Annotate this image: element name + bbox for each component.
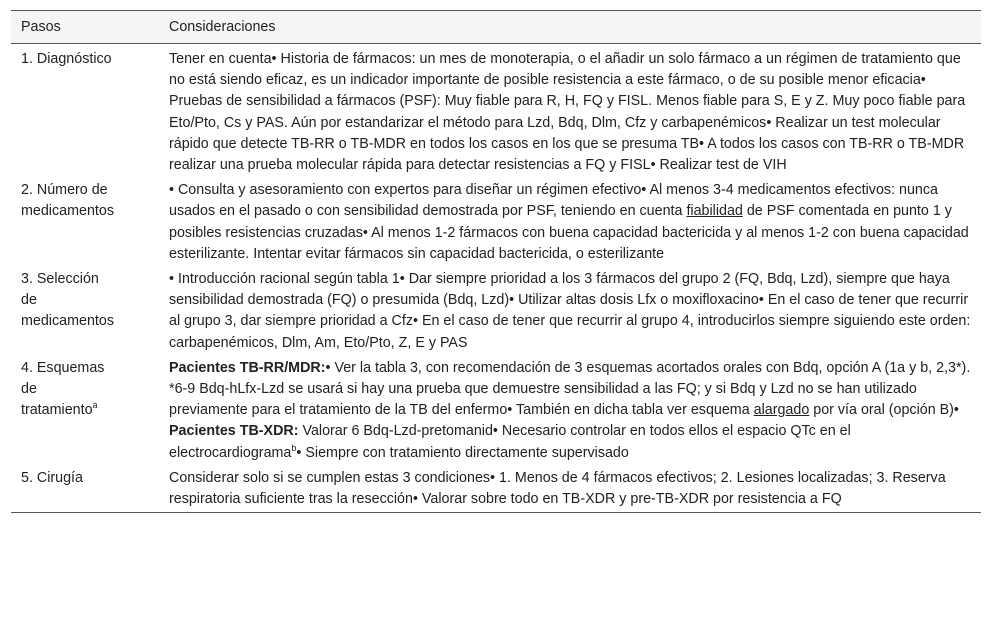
considerations-text: Tener en cuenta• Historia de fármacos: un mes de monoterapia, o el añadir un solo fármaco a un régimen de tratamiento que no está siendo eficaz, es un indicador importante de posible resistencia a este fármaco, o de su posible menor eficacia• Pruebas de sensibilidad a fármacos (PSF): Muy fiable para R, H, FQ y FISL. Menos fiable para S, E y Z. Muy poco fiable para Eto/Pto, Cs y PAS. Aún por estandarizar el método para Lzd, Bdq, Dlm, Cfz y carbapenémicos• Realizar un test molecular rápido que detecte TB-RR o TB-MDR en todos los casos en los que se presuma TB• A todos los casos con TB-RR o TB-MDR realizar una prueba molecular rápida para detectar resistencias a FQ y FISL• Realizar test de VIH <box>169 51 966 174</box>
step-label: 2. Número de medicamentos <box>21 182 114 220</box>
step-cell <box>11 267 159 356</box>
considerations-text: Valorar 6 Bdq-Lzd-pretomanid• Necesario controlar en todos ellos el espacio QTc en el electrocardiograma <box>169 423 851 461</box>
considerations-cell <box>159 178 981 267</box>
considerations-cell <box>159 466 981 513</box>
considerations-text: Considerar solo si se cumplen estas 3 condiciones• 1. Menos de 4 fármacos efectivos; 2. Lesiones localizadas; 3. Reserva respiratoria suficiente tras la resección• Valorar sobre todo en TB-XDR y pre-TB-XDR por resistencia a FQ <box>169 469 946 508</box>
bold-heading-xdr: Pacientes TB-XDR: <box>169 423 299 440</box>
header-row <box>11 11 981 44</box>
underlined-term: fiabilidad <box>686 203 743 220</box>
mdr-tb-steps-table <box>11 10 981 513</box>
step-label-line1: 3. Selección <box>21 271 99 288</box>
step-label-line3: tratamiento <box>21 402 93 419</box>
considerations-text: • Consulta y asesoramiento con expertos para diseñar un régimen efectivo• Al menos 3-4 medicamentos efectivos: nunca usados en el pasado o con sensibilidad demostrada por PSF, teniendo en cuenta <box>169 182 938 220</box>
considerations-text: • Ver la tabla 3, con recomendación de 3 esquemas acortados orales con Bdq, opción A (1a y b, 2,3*). *6-9 Bdq-hLfx-Lzd se usará si hay una prueba que demuestre sensibilidad a las FQ; y si Bdq y Lzd no se han utilizado previamente para el tratamiento de la TB del enfermo• También en dicha tabla ver esquema <box>169 359 971 419</box>
footnote-marker: a <box>92 400 98 411</box>
step-label-line2: de <box>21 381 37 398</box>
considerations-cell <box>159 44 981 179</box>
step-cell <box>11 356 159 466</box>
considerations-text: de PSF comentada en punto 1 y posibles resistencias cruzadas• Al menos 1-2 fármacos con buena capacidad bactericida y al menos 1-2 con buena capacidad esterilizante. Intentar evitar fármacos sin capacidad bactericida, o esterilizante <box>169 203 969 262</box>
considerations-text: por vía oral (opción B)• <box>809 402 959 419</box>
step-label-line2: de <box>21 292 37 309</box>
step-label: 1. Diagnóstico <box>21 51 112 67</box>
table-row <box>11 267 981 356</box>
step-cell <box>11 178 159 267</box>
step-label-line1: 4. Esquemas <box>21 359 105 376</box>
step-cell <box>11 466 159 513</box>
bold-heading-mdr: Pacientes TB-RR/MDR: <box>169 359 326 376</box>
footnote-marker: b <box>291 442 297 453</box>
table-row <box>11 44 981 179</box>
header-considerations: Consideraciones <box>169 19 276 35</box>
table-header <box>11 11 981 44</box>
step-label: 5. Cirugía <box>21 469 83 486</box>
underlined-term: alargado <box>753 402 810 419</box>
considerations-cell <box>159 356 981 466</box>
step-label-line3: medicamentos <box>21 313 114 330</box>
considerations-cell <box>159 267 981 356</box>
table-row <box>11 466 981 513</box>
considerations-text: • Introducción racional según tabla 1• Dar siempre prioridad a los 3 fármacos del grupo 2 (FQ, Bdq, Lzd), siempre que haya sensibilidad demostrada (FQ) o presumida (Bdq, Lzd)• Utilizar altas dosis Lfx o moxifloxacino• En el caso de tener que recurrir al grupo 3, dar siempre prioridad a Cfz• En el caso de tener que recurrir al grupo 4, introducirlos siempre siguiendo este orden: carbapenémicos, Dlm, Am, Eto/Pto, Z, E y PAS <box>169 271 971 351</box>
considerations-text: • Siempre con tratamiento directamente supervisado <box>296 444 629 461</box>
table-row <box>11 178 981 267</box>
table-row <box>11 356 981 466</box>
header-steps: Pasos <box>21 19 61 35</box>
table-container <box>11 10 981 513</box>
step-cell <box>11 44 159 179</box>
